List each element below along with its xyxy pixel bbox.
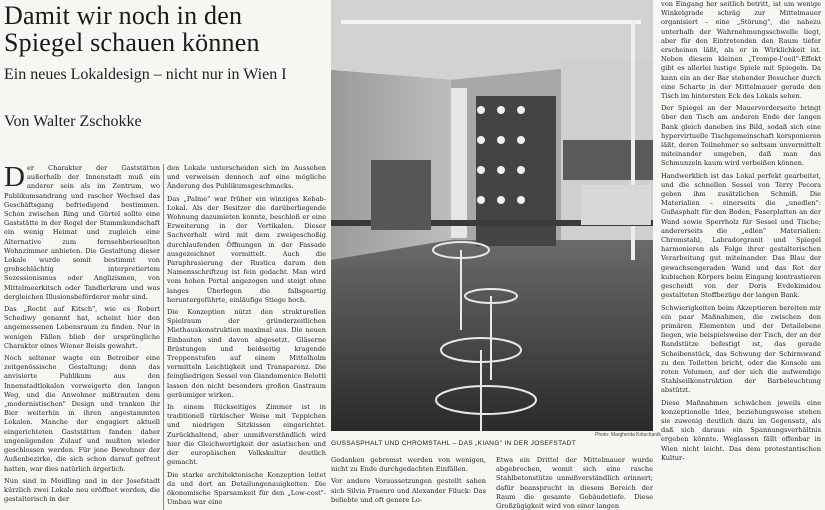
photo-credit: Photo: Margherita Kritschaník [595, 432, 661, 438]
col2-paragraph-2: Das „Palme" war früher ein winziges Kebab-Lokal. Als der Besitzer die darüberliegende Wohnung dazumieten konnte, beschloß er eine Erweiterung in der Vertikalen. Dieser Sachverhalt wird mit dem zweigeschoßig durchlaufenden Öffnungen in der Fassade ausgezeichnet vermittelt. Auch die Paraphrasierung der Rustica darum den Namensschriftzug ist fein gedacht. Man wird vom hohen Portal angezogen und steigt ohne langes Überlegen die fallsgeartig heruntergeführte, einläufige Stiege hoch. [167, 194, 326, 304]
restaurant-interior-photo [331, 0, 653, 431]
column-1 [4, 164, 160, 510]
col2-paragraph-5: Die starke architektonische Konzeption leitet da und dort an Detailungenauigkeiten. Die ökonomische Sparsamkeit für den „Low-cost"-Umbau war eine [167, 470, 326, 507]
col2-paragraph-1: den Lokale unterscheiden sich im Aussehen und verweisen dennoch auf eine mögliche Änderung des Publikumsgeschmacks. [167, 164, 326, 191]
col5-paragraph-4: Schwierigkeiten beim Akzeptieren bereiten mir ein paar Maßnahmen, die zwischen den primären Elementen und der Detailebene liegen, wie beispielsweise der Tisch, der an der Randstütze befestigt ist, das gerade Scheibenstück, das Schwung der Schirmwand zu den Toiletten bricht, oder die Konsole am roten Volumen, auf der sich die aufwendige Stahlseilkonstruktion der Barbeleuchtung abstützt. [661, 303, 821, 395]
column-5 [661, 0, 821, 510]
headline-line-2: Spiegel schauen können [4, 28, 260, 57]
article-photo [331, 0, 653, 431]
col5-paragraph-3: Handwerklich ist das Lokal perfekt gearbeitet, und die schnellen Sessel von Terry Pecora geben ihm zusätzlichen Schmiß. Die Materialien – einerseits die „unedlen": Gußasphalt für den Boden, Faserplatten an der Wand sowie Sperrholz für Sessel und Tische; andererseits die „edlen" Materialien: Chromstahl, Labradorgranit und Spiegel harmonieren als Folge ihrer gestalterischen Verarbeitung gut miteinander. Das Blau der gewachsengeraden Wand und das Rot der kubischen Körpers beim Eingang kontrastieren gescheidt von der Doris Evdekimidou gestalteten Stoffbezüge der langen Bank. [661, 171, 821, 300]
column-4 [496, 456, 653, 510]
col2-paragraph-4: In einem Rückseitiges Zimmer ist in traditionell türkischer Weise mit Teppichen und niedrigen Sitzkissen eingerichtet. Zurückhaltend, aber unmißverständlich wird hier die Gleichwertigkeit der asiatischen und der europäischen Volkskultur deutlich gemacht. [167, 403, 326, 467]
col4-paragraph-1: Etwa ein Drittel der Mittelmauer wurde abgebrochen, womit sich eine rasche Stahlbetonstütze unmißverständlich erinnert; dafür beansprucht in diesem Bereich der Raum die gesamte Gebäudetiefe. Diese Großzügigkeit wird von einer langen [496, 456, 653, 510]
col1-paragraph-4: Nun sind in Meidling und in der Josefstadt kürzlich zwei Lokale neu eröffnet worden, die gestalterisch in der [4, 476, 160, 504]
column-3 [331, 456, 486, 510]
byline: Von Walter Zschokke [4, 113, 142, 130]
column-2 [167, 164, 326, 510]
col5-paragraph-1: von Eingang her seitlich betritt, ist um wenige Winkelgrade schräg zur Mittelmauer organisiert – eine „Störung", die nahezu unterhalb der Wahrnehmungsschwelle liegt, aber für den Eintretenden den Raum tiefer erscheinen läßt, als er in Wirklichkeit ist. Neben diesem kleinen „Trompe-l'oeil"-Effekt gibt es allerlei lustige Spiele mit Spiegeln. Da kann ein an der Bar stehender Besucher durch eine Scharte in der Mittelmauer gerade den Tisch im hintersten Eck des Lokals sehen. [661, 0, 821, 101]
headline-line-1: Damit wir noch in den [4, 1, 243, 30]
column-rule [163, 164, 164, 510]
col1-paragraph-2: Das „Recht auf Kitsch", wie es Robert Schediwy genannt hat, scheint hier den angemessenen Lebensraum zu finden. Nur in wenigen Fällen blieb der ursprüngliche Charakter eines Wiener Beisls gewahrt. [4, 305, 160, 350]
col5-paragraph-2: Der Spiegel an der Mauervorderseite bringt über den Tisch am anderen Ende der langen Bank gleich daneben ins Bild, sodaß sich eine hypervirtuelle Tischgemeinschaft korsponieren läßt, deren Teilnehmer so seltsam unvermittelt miteinander umgeben, daß man das Schmunzeln kaum wird verbeißen können. [661, 104, 821, 168]
col1-paragraph-3: Noch seltener wagte ein Betreiber eine zeitgenössische Gestaltung; denn das anvisierte Publikum aus den Innenstadtlokalen verweigerte den langen Weg, und die Anwohner mißtrauten dem „modernistischen" Design und tranken ihr Bier weiterhin in ihren angestammten Lokalen. Manche der engagiert aktuell eingerichteten Gaststätten fanden daher ungenügenden Zulauf und mußten wieder geschlossen werden. Für jene Bewohner der Außenbezirke, die sich schon darauf gefreut hatten, war dies natürlich ärgerlich. [4, 354, 160, 473]
subheadline: Ein neues Lokaldesign – nicht nur in Wien I [4, 66, 287, 83]
col5-paragraph-5: Diese Maßnahmen schwächen jeweils eine konzeptionelle Idee, beziehungsweise stehen sie zuwenig deutlich dazu im Gegensatz, als daß sich daraus ein Spannungsverhältnis ergeben könnte. Weglassen fällt offenbar in Wien nicht leicht. Das dem protestantischen Kultur- [661, 398, 821, 462]
col2-paragraph-3: Die Konzeption nützt den strukturellen Spielraum der gründerzeitlichen Miethauskonstruktion maximal aus. Die neuen Einbauten sind davon abgesetzt. Gläserne Brüstungen und beidseitig kragende Treppenstufen auf einem Mittelholm vermitteln Leichtigkeit und Transparenz. Die feingliedrigen Sessel von Giandomenico Belotti lassen den nicht besonders großen Gastraum geräumiger wirken. [167, 308, 326, 399]
col3-paragraph-1: Gedanken gebremst werden von wenigen, nicht zu Ende durchgedachten Einfällen. [331, 456, 486, 474]
col1-paragraph-1: Der Charakter der Gaststätten außerhalb der Innenstadt muß ein anderer sein als im Zentrum, wo Publikumsandrang und rascher Wechsel das Geschäftsgang befriedigend bestimmen. Schon zwischen Ring und Gürtel sollte eine Gaststätte in der Regel der Stammkundschaft ein wenig Heimat und zugleich eine Alternative zum fernsehberieselten Wohnzimmer anbieten. Die Gestaltung dieser Lokale wurde somit bestimmt von grobschlächtig interpretiertem Sezessionismus oder Anglizismen, von Mittelmeerkitsch oder Tandlerkram und was dergleichen Illusionsbeförderer mehr sind. [4, 164, 160, 301]
photo-caption: GUSSASPHALT UND CHROMSTAHL – DAS „KIANG" IN DER JOSEFSTADT [331, 440, 577, 447]
col3-paragraph-2: Vor andere Voraussetzungen gestellt sahen sich Silvia Fraenro und Alexander Filuck: Das beliebte und oft genere Lo- [331, 477, 486, 504]
drop-cap: D [4, 164, 25, 193]
headline [4, 2, 260, 56]
